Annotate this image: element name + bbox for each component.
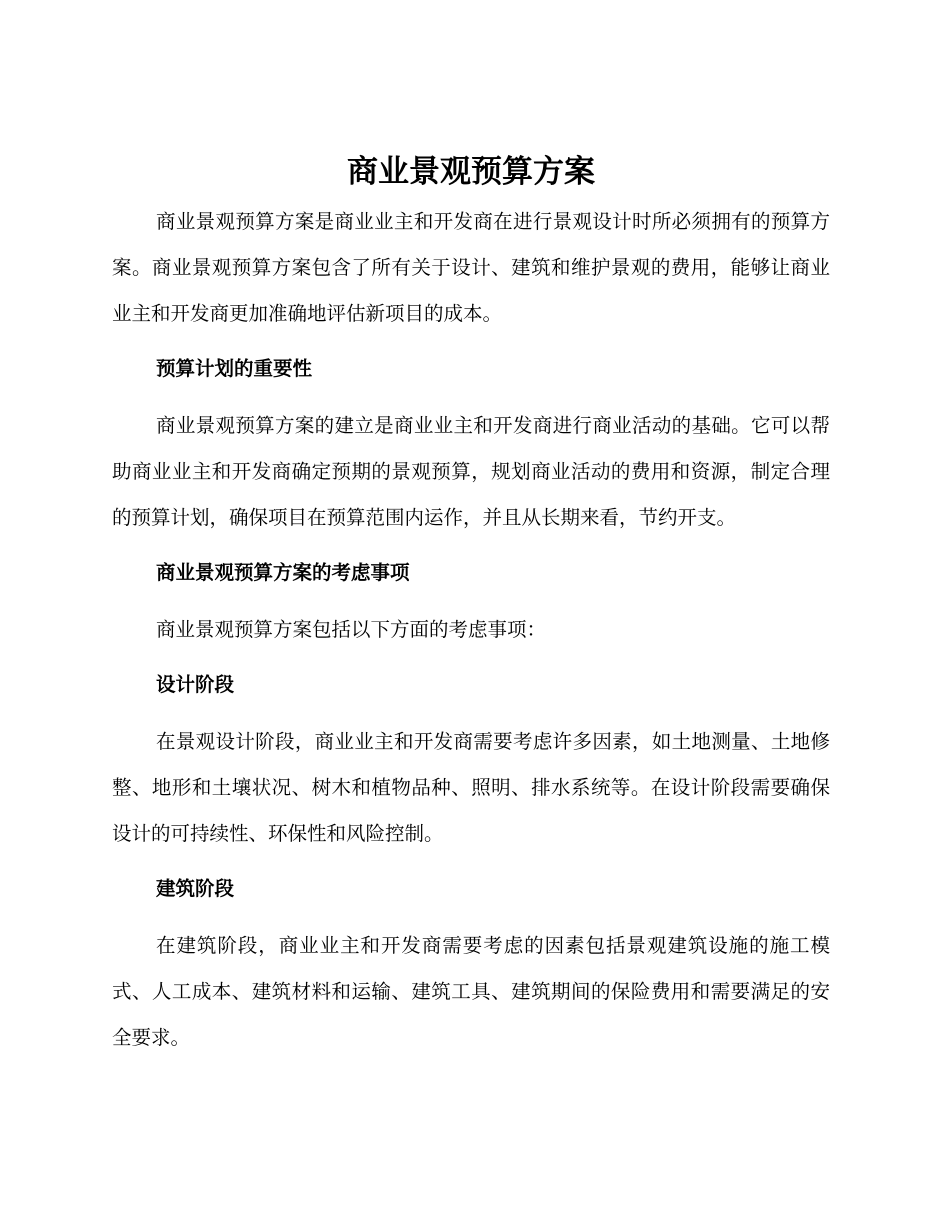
section-heading-construction-stage: 建筑阶段 — [156, 877, 235, 900]
section-body-considerations: 商业景观预算方案包括以下方面的考虑事项： — [156, 618, 547, 641]
section-body-design-stage: 在景观设计阶段，商业业主和开发商需要考虑许多因素，如土地测量、土地修整、地形和土壤状况、树木和植物品种、照明、排水系统等。在设计阶段需要确保设计的可持续性、环保性和风险控制。 — [112, 730, 830, 845]
intro-paragraph: 商业景观预算方案是商业业主和开发商在进行景观设计时所必须拥有的预算方案。商业景观预算方案包含了所有关于设计、建筑和维护景观的费用，能够让商业业主和开发商更加准确地评估新项目的成本。 — [112, 210, 830, 325]
document-title: 商业景观预算方案 — [347, 154, 595, 190]
section-heading-considerations: 商业景观预算方案的考虑事项 — [156, 561, 410, 584]
document-page — [112, 150, 830, 1061]
section-heading-importance: 预算计划的重要性 — [156, 357, 313, 380]
section-heading-design-stage: 设计阶段 — [156, 673, 235, 696]
section-body-importance: 商业景观预算方案的建立是商业业主和开发商进行商业活动的基础。它可以帮助商业业主和开发商确定预期的景观预算，规划商业活动的费用和资源，制定合理的预算计划，确保项目在预算范围内运作，并且从长期来看，节约开支。 — [112, 414, 830, 529]
section-body-construction-stage: 在建筑阶段，商业业主和开发商需要考虑的因素包括景观建筑设施的施工模式、人工成本、建筑材料和运输、建筑工具、建筑期间的保险费用和需要满足的安全要求。 — [112, 934, 830, 1049]
